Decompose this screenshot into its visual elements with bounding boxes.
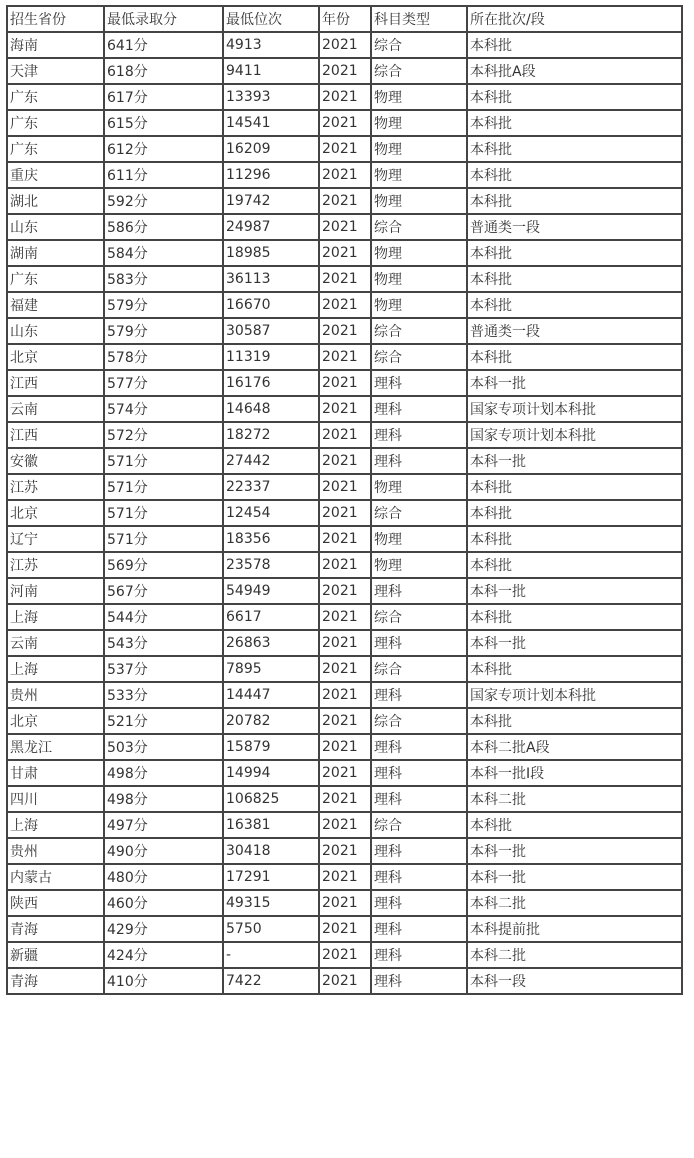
cell-batch: 本科批	[467, 188, 682, 214]
cell-year: 2021	[319, 630, 371, 656]
cell-subject-type: 物理	[371, 474, 467, 500]
cell-min-rank: 13393	[223, 84, 319, 110]
cell-province: 福建	[7, 292, 104, 318]
cell-province: 贵州	[7, 682, 104, 708]
cell-subject-type: 物理	[371, 162, 467, 188]
cell-batch: 本科批	[467, 292, 682, 318]
cell-subject-type: 综合	[371, 500, 467, 526]
cell-province: 海南	[7, 32, 104, 58]
cell-province: 重庆	[7, 162, 104, 188]
cell-min-score: 571分	[104, 474, 223, 500]
cell-batch: 本科一批	[467, 838, 682, 864]
cell-province: 辽宁	[7, 526, 104, 552]
table-row	[7, 604, 682, 630]
cell-year: 2021	[319, 292, 371, 318]
cell-province: 湖南	[7, 240, 104, 266]
cell-province: 上海	[7, 656, 104, 682]
table-row	[7, 890, 682, 916]
cell-subject-type: 综合	[371, 318, 467, 344]
cell-batch: 本科二批A段	[467, 734, 682, 760]
table-row	[7, 916, 682, 942]
cell-year: 2021	[319, 552, 371, 578]
page-content	[6, 5, 683, 995]
cell-batch: 本科批	[467, 344, 682, 370]
cell-min-score: 567分	[104, 578, 223, 604]
table-row	[7, 32, 682, 58]
cell-province: 新疆	[7, 942, 104, 968]
cell-year: 2021	[319, 890, 371, 916]
table-row	[7, 370, 682, 396]
cell-min-rank: 18356	[223, 526, 319, 552]
cell-min-score: 611分	[104, 162, 223, 188]
cell-subject-type: 理科	[371, 916, 467, 942]
cell-province: 山东	[7, 214, 104, 240]
cell-min-score: 498分	[104, 760, 223, 786]
cell-subject-type: 物理	[371, 136, 467, 162]
header-min-rank: 最低位次	[223, 6, 319, 32]
cell-subject-type: 理科	[371, 786, 467, 812]
cell-year: 2021	[319, 838, 371, 864]
cell-min-score: 460分	[104, 890, 223, 916]
cell-province: 广东	[7, 110, 104, 136]
table-row	[7, 266, 682, 292]
table-row	[7, 214, 682, 240]
cell-min-score: 577分	[104, 370, 223, 396]
cell-min-rank: 5750	[223, 916, 319, 942]
cell-province: 云南	[7, 396, 104, 422]
cell-min-score: 543分	[104, 630, 223, 656]
cell-batch: 本科一批	[467, 630, 682, 656]
cell-min-rank: 18985	[223, 240, 319, 266]
cell-min-rank: 14447	[223, 682, 319, 708]
cell-subject-type: 理科	[371, 942, 467, 968]
cell-year: 2021	[319, 162, 371, 188]
cell-min-score: 571分	[104, 448, 223, 474]
cell-min-score: 424分	[104, 942, 223, 968]
cell-year: 2021	[319, 422, 371, 448]
cell-min-score: 490分	[104, 838, 223, 864]
table-header	[7, 6, 682, 32]
cell-batch: 本科批	[467, 656, 682, 682]
cell-subject-type: 理科	[371, 396, 467, 422]
cell-batch: 本科批	[467, 708, 682, 734]
cell-subject-type: 物理	[371, 552, 467, 578]
cell-min-rank: 7422	[223, 968, 319, 994]
cell-batch: 本科二批	[467, 942, 682, 968]
cell-province: 青海	[7, 968, 104, 994]
table-row	[7, 58, 682, 84]
cell-province: 江西	[7, 422, 104, 448]
cell-year: 2021	[319, 942, 371, 968]
cell-year: 2021	[319, 864, 371, 890]
cell-min-score: 584分	[104, 240, 223, 266]
cell-subject-type: 物理	[371, 188, 467, 214]
cell-province: 贵州	[7, 838, 104, 864]
table-row	[7, 474, 682, 500]
cell-province: 江苏	[7, 552, 104, 578]
cell-batch: 本科批	[467, 266, 682, 292]
table-row	[7, 240, 682, 266]
cell-province: 广东	[7, 266, 104, 292]
cell-province: 安徽	[7, 448, 104, 474]
cell-year: 2021	[319, 812, 371, 838]
cell-min-score: 537分	[104, 656, 223, 682]
cell-min-rank: 23578	[223, 552, 319, 578]
table-row	[7, 942, 682, 968]
cell-batch: 国家专项计划本科批	[467, 422, 682, 448]
cell-batch: 本科批	[467, 32, 682, 58]
table-row	[7, 500, 682, 526]
cell-min-score: 586分	[104, 214, 223, 240]
cell-min-score: 503分	[104, 734, 223, 760]
table-row	[7, 656, 682, 682]
table-row	[7, 760, 682, 786]
cell-province: 上海	[7, 812, 104, 838]
cell-min-rank: 9411	[223, 58, 319, 84]
table-row	[7, 448, 682, 474]
cell-subject-type: 物理	[371, 526, 467, 552]
cell-year: 2021	[319, 240, 371, 266]
cell-year: 2021	[319, 110, 371, 136]
cell-subject-type: 物理	[371, 110, 467, 136]
header-province: 招生省份	[7, 6, 104, 32]
cell-min-rank: 24987	[223, 214, 319, 240]
cell-batch: 本科批	[467, 162, 682, 188]
table-row	[7, 136, 682, 162]
cell-subject-type: 理科	[371, 448, 467, 474]
cell-subject-type: 理科	[371, 760, 467, 786]
cell-batch: 本科批	[467, 500, 682, 526]
cell-batch: 本科批	[467, 84, 682, 110]
cell-province: 江苏	[7, 474, 104, 500]
cell-year: 2021	[319, 734, 371, 760]
cell-subject-type: 物理	[371, 292, 467, 318]
cell-min-rank: 27442	[223, 448, 319, 474]
cell-subject-type: 理科	[371, 422, 467, 448]
cell-province: 广东	[7, 84, 104, 110]
cell-batch: 本科批A段	[467, 58, 682, 84]
cell-subject-type: 理科	[371, 682, 467, 708]
table-body	[7, 32, 682, 994]
cell-province: 北京	[7, 500, 104, 526]
cell-min-rank: 16176	[223, 370, 319, 396]
cell-min-score: 429分	[104, 916, 223, 942]
table-row	[7, 786, 682, 812]
cell-subject-type: 理科	[371, 578, 467, 604]
cell-min-score: 544分	[104, 604, 223, 630]
table-row	[7, 162, 682, 188]
cell-province: 甘肃	[7, 760, 104, 786]
cell-batch: 本科批	[467, 604, 682, 630]
cell-min-rank: 14648	[223, 396, 319, 422]
cell-year: 2021	[319, 656, 371, 682]
cell-subject-type: 物理	[371, 240, 467, 266]
cell-min-score: 583分	[104, 266, 223, 292]
cell-subject-type: 理科	[371, 864, 467, 890]
cell-batch: 本科一批	[467, 864, 682, 890]
cell-province: 北京	[7, 344, 104, 370]
cell-year: 2021	[319, 370, 371, 396]
header-batch: 所在批次/段	[467, 6, 682, 32]
cell-year: 2021	[319, 318, 371, 344]
cell-min-score: 571分	[104, 526, 223, 552]
table-row	[7, 630, 682, 656]
cell-min-rank: 30587	[223, 318, 319, 344]
table-row	[7, 812, 682, 838]
cell-subject-type: 理科	[371, 734, 467, 760]
cell-subject-type: 物理	[371, 266, 467, 292]
cell-batch: 本科批	[467, 526, 682, 552]
cell-year: 2021	[319, 916, 371, 942]
cell-min-score: 480分	[104, 864, 223, 890]
table-row	[7, 188, 682, 214]
cell-min-score: 521分	[104, 708, 223, 734]
cell-subject-type: 综合	[371, 604, 467, 630]
table-row	[7, 552, 682, 578]
cell-batch: 本科批	[467, 552, 682, 578]
cell-min-rank: 11319	[223, 344, 319, 370]
cell-subject-type: 物理	[371, 84, 467, 110]
cell-batch: 本科二批	[467, 890, 682, 916]
cell-batch: 本科一批	[467, 448, 682, 474]
cell-year: 2021	[319, 604, 371, 630]
table-row	[7, 84, 682, 110]
cell-province: 天津	[7, 58, 104, 84]
cell-province: 河南	[7, 578, 104, 604]
cell-min-rank: -	[223, 942, 319, 968]
table-row	[7, 682, 682, 708]
cell-province: 广东	[7, 136, 104, 162]
cell-batch: 普通类一段	[467, 214, 682, 240]
cell-year: 2021	[319, 32, 371, 58]
cell-province: 云南	[7, 630, 104, 656]
cell-batch: 本科一批I段	[467, 760, 682, 786]
cell-min-score: 497分	[104, 812, 223, 838]
cell-year: 2021	[319, 760, 371, 786]
cell-min-rank: 12454	[223, 500, 319, 526]
cell-province: 青海	[7, 916, 104, 942]
table-row	[7, 968, 682, 994]
cell-province: 湖北	[7, 188, 104, 214]
cell-batch: 本科批	[467, 474, 682, 500]
cell-subject-type: 综合	[371, 656, 467, 682]
cell-min-rank: 6617	[223, 604, 319, 630]
cell-min-rank: 36113	[223, 266, 319, 292]
cell-province: 黑龙江	[7, 734, 104, 760]
cell-min-rank: 7895	[223, 656, 319, 682]
cell-batch: 本科批	[467, 110, 682, 136]
cell-min-rank: 16209	[223, 136, 319, 162]
cell-batch: 本科一批	[467, 578, 682, 604]
cell-batch: 本科一批	[467, 370, 682, 396]
cell-min-rank: 106825	[223, 786, 319, 812]
cell-subject-type: 综合	[371, 214, 467, 240]
cell-batch: 国家专项计划本科批	[467, 682, 682, 708]
cell-min-score: 533分	[104, 682, 223, 708]
cell-year: 2021	[319, 136, 371, 162]
cell-subject-type: 理科	[371, 968, 467, 994]
cell-min-rank: 16381	[223, 812, 319, 838]
cell-min-score: 574分	[104, 396, 223, 422]
cell-subject-type: 理科	[371, 630, 467, 656]
cell-min-rank: 54949	[223, 578, 319, 604]
cell-year: 2021	[319, 396, 371, 422]
cell-min-score: 579分	[104, 318, 223, 344]
cell-province: 北京	[7, 708, 104, 734]
cell-year: 2021	[319, 344, 371, 370]
cell-min-rank: 14541	[223, 110, 319, 136]
cell-subject-type: 综合	[371, 32, 467, 58]
cell-min-score: 569分	[104, 552, 223, 578]
cell-province: 山东	[7, 318, 104, 344]
cell-year: 2021	[319, 578, 371, 604]
cell-subject-type: 理科	[371, 838, 467, 864]
cell-province: 江西	[7, 370, 104, 396]
table-row	[7, 526, 682, 552]
cell-min-rank: 16670	[223, 292, 319, 318]
cell-min-score: 410分	[104, 968, 223, 994]
cell-subject-type: 综合	[371, 812, 467, 838]
cell-min-rank: 18272	[223, 422, 319, 448]
header-min-score: 最低录取分	[104, 6, 223, 32]
cell-batch: 本科批	[467, 240, 682, 266]
table-row	[7, 344, 682, 370]
cell-min-rank: 11296	[223, 162, 319, 188]
cell-min-score: 615分	[104, 110, 223, 136]
cell-min-rank: 14994	[223, 760, 319, 786]
cell-year: 2021	[319, 266, 371, 292]
cell-min-score: 612分	[104, 136, 223, 162]
cell-batch: 普通类一段	[467, 318, 682, 344]
cell-year: 2021	[319, 682, 371, 708]
cell-year: 2021	[319, 786, 371, 812]
admission-scores-table	[6, 5, 683, 995]
cell-min-rank: 22337	[223, 474, 319, 500]
cell-province: 内蒙古	[7, 864, 104, 890]
cell-batch: 本科二批	[467, 786, 682, 812]
cell-min-rank: 15879	[223, 734, 319, 760]
cell-year: 2021	[319, 58, 371, 84]
cell-year: 2021	[319, 474, 371, 500]
cell-year: 2021	[319, 968, 371, 994]
cell-min-rank: 49315	[223, 890, 319, 916]
cell-province: 陕西	[7, 890, 104, 916]
cell-year: 2021	[319, 448, 371, 474]
table-row	[7, 318, 682, 344]
cell-min-score: 572分	[104, 422, 223, 448]
cell-min-score: 571分	[104, 500, 223, 526]
cell-min-score: 618分	[104, 58, 223, 84]
table-row	[7, 396, 682, 422]
table-row	[7, 110, 682, 136]
cell-min-rank: 26863	[223, 630, 319, 656]
cell-subject-type: 综合	[371, 344, 467, 370]
table-row	[7, 734, 682, 760]
cell-min-score: 592分	[104, 188, 223, 214]
cell-subject-type: 理科	[371, 890, 467, 916]
cell-min-rank: 4913	[223, 32, 319, 58]
cell-batch: 本科批	[467, 812, 682, 838]
header-year: 年份	[319, 6, 371, 32]
header-subject-type: 科目类型	[371, 6, 467, 32]
cell-subject-type: 综合	[371, 58, 467, 84]
cell-year: 2021	[319, 526, 371, 552]
cell-min-score: 498分	[104, 786, 223, 812]
table-row	[7, 578, 682, 604]
cell-subject-type: 理科	[371, 370, 467, 396]
header-row	[7, 6, 682, 32]
table-row	[7, 292, 682, 318]
cell-year: 2021	[319, 708, 371, 734]
cell-province: 四川	[7, 786, 104, 812]
table-row	[7, 422, 682, 448]
cell-min-score: 579分	[104, 292, 223, 318]
table-row	[7, 864, 682, 890]
cell-year: 2021	[319, 214, 371, 240]
cell-min-rank: 17291	[223, 864, 319, 890]
cell-batch: 本科提前批	[467, 916, 682, 942]
cell-min-rank: 30418	[223, 838, 319, 864]
cell-batch: 国家专项计划本科批	[467, 396, 682, 422]
cell-year: 2021	[319, 84, 371, 110]
cell-min-score: 641分	[104, 32, 223, 58]
cell-min-score: 617分	[104, 84, 223, 110]
cell-min-rank: 19742	[223, 188, 319, 214]
cell-subject-type: 综合	[371, 708, 467, 734]
cell-year: 2021	[319, 188, 371, 214]
cell-province: 上海	[7, 604, 104, 630]
cell-min-score: 578分	[104, 344, 223, 370]
cell-year: 2021	[319, 500, 371, 526]
table-row	[7, 708, 682, 734]
table-row	[7, 838, 682, 864]
cell-batch: 本科批	[467, 136, 682, 162]
cell-min-rank: 20782	[223, 708, 319, 734]
cell-batch: 本科一段	[467, 968, 682, 994]
